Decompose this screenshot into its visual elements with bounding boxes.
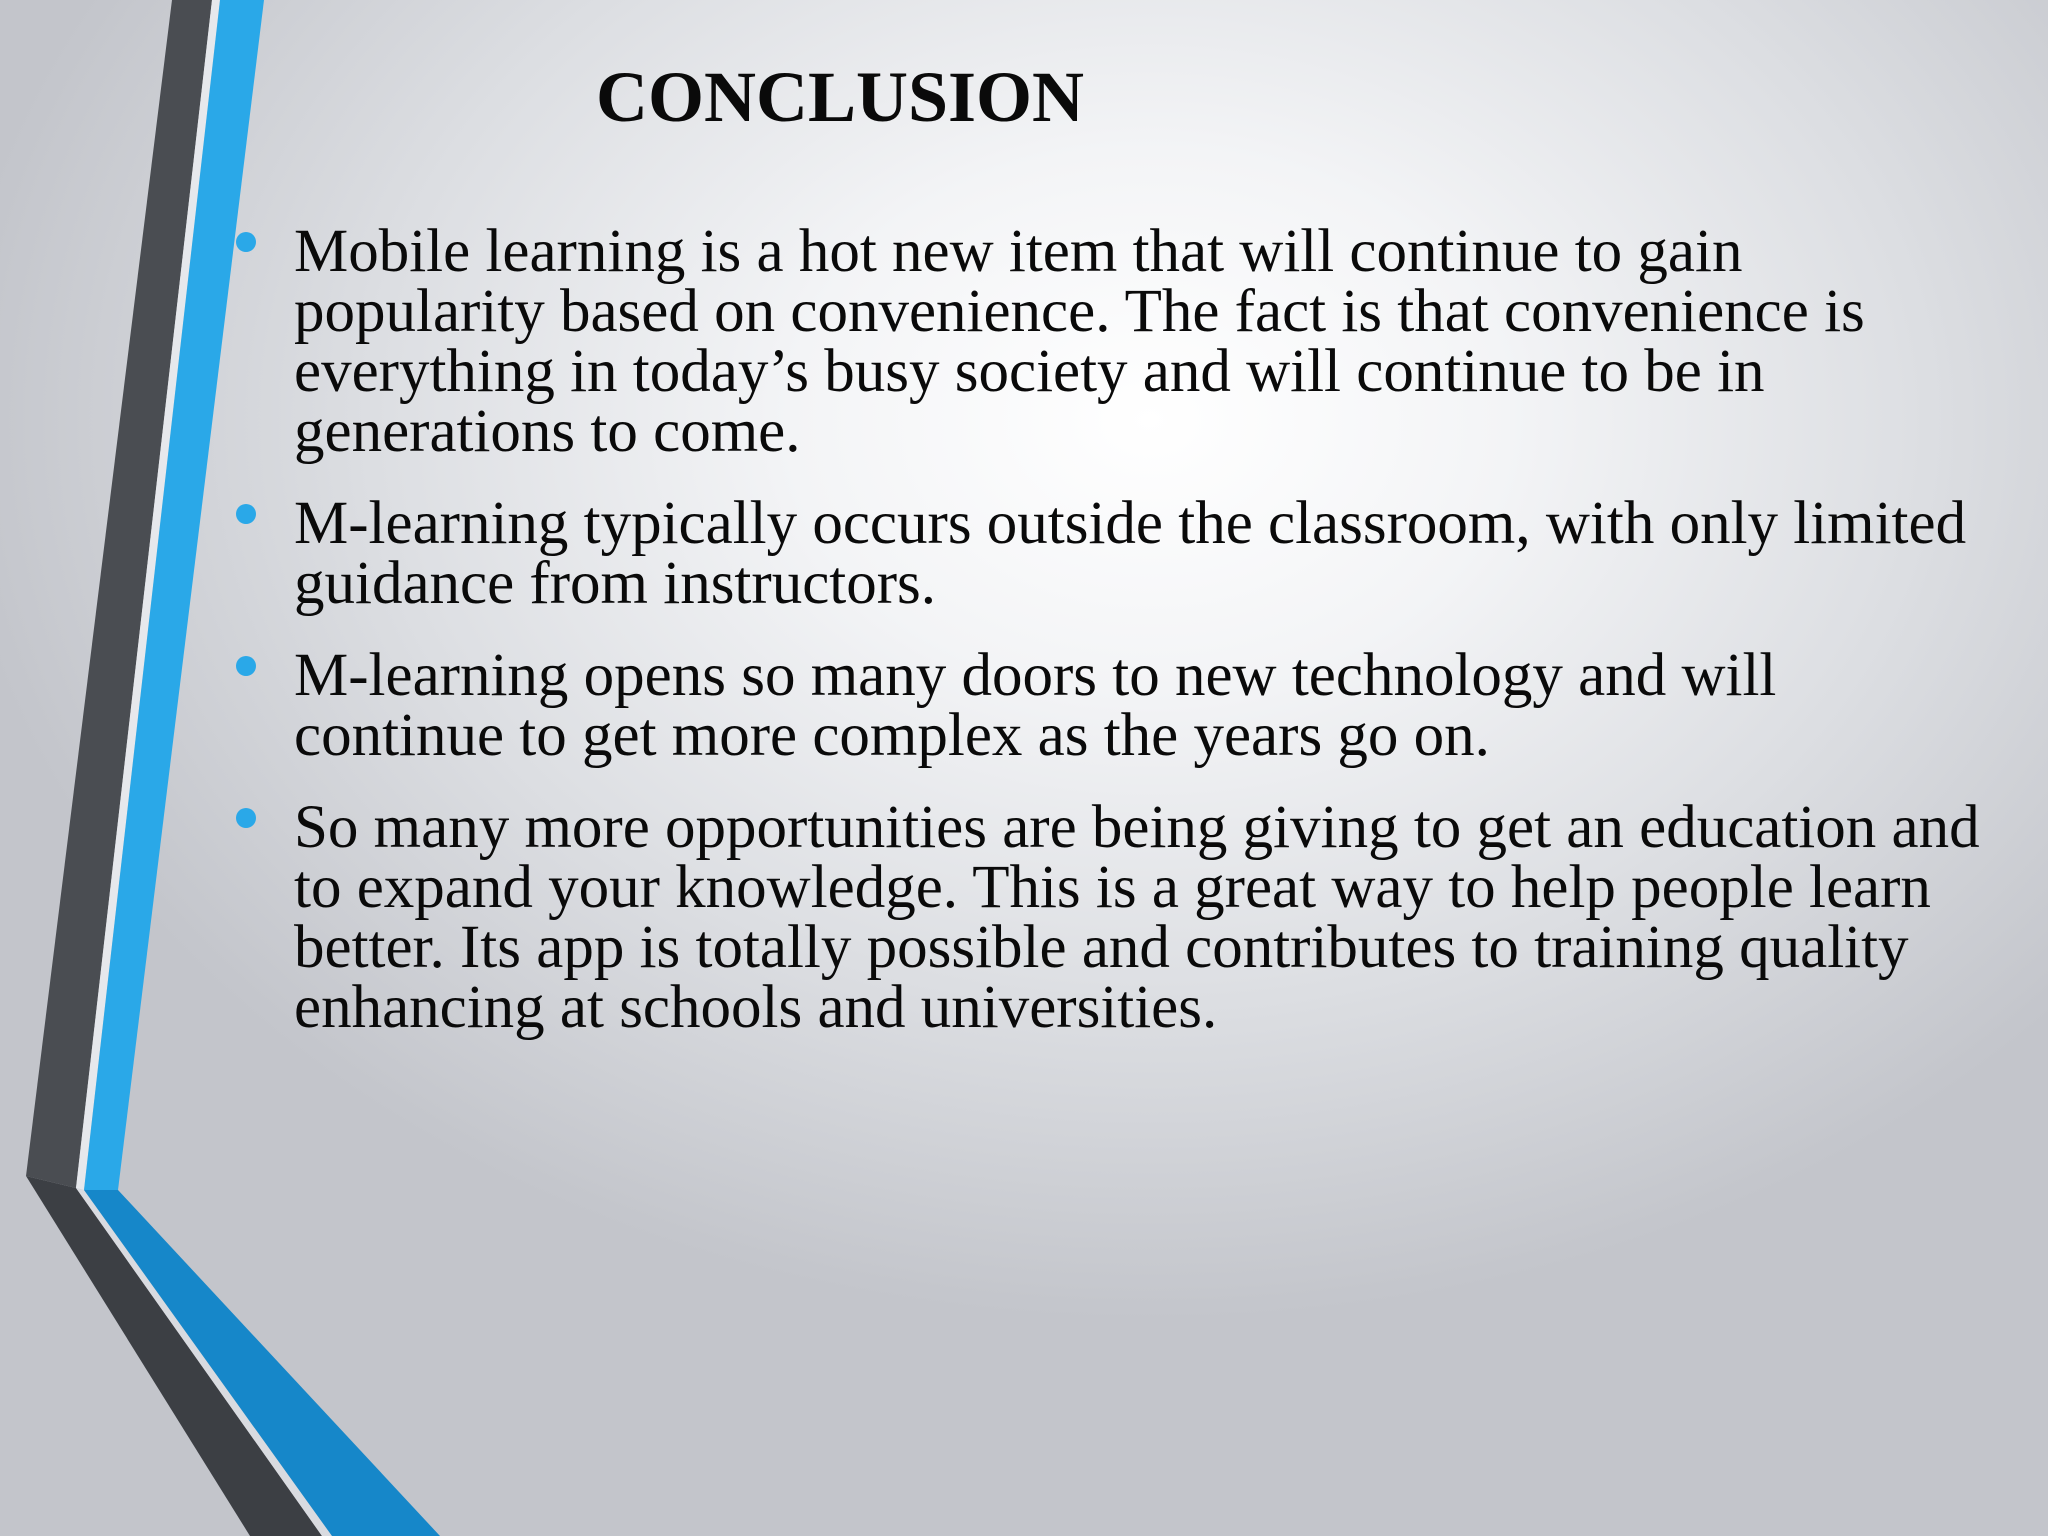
gray-stripe-bottom (26, 1176, 322, 1536)
bullet-icon (236, 504, 256, 524)
bullet-icon (236, 808, 256, 828)
bullet-list (230, 218, 1990, 1070)
bullet-item (230, 642, 1990, 769)
bullet-text: M-learning opens so many doors to new technology and will continue to get more complex as the years go on. (294, 642, 1777, 769)
bullet-item (230, 490, 1990, 617)
bullet-text: So many more opportunities are being giving to get an education and to expand your knowledge. This is a great way to help people learn better. Its app is totally possible and contributes to training quality enhancing at schools and universities. (294, 794, 1980, 1041)
slide-title: CONCLUSION (595, 57, 1085, 137)
bullet-item (230, 794, 1990, 1041)
bullet-text: Mobile learning is a hot new item that will continue to gain popularity based on convenience. The fact is that convenience is everything in today’s busy society and will continue to be in generations to come. (294, 218, 1865, 465)
stripe-highlight-bottom (76, 1188, 332, 1536)
stripe-highlight (76, 0, 220, 1190)
bullet-text: M-learning typically occurs outside the classroom, with only limited guidance from instructors. (294, 490, 1967, 617)
bullet-icon (236, 656, 256, 676)
bullet-icon (236, 232, 256, 252)
bullet-item (230, 218, 1990, 465)
